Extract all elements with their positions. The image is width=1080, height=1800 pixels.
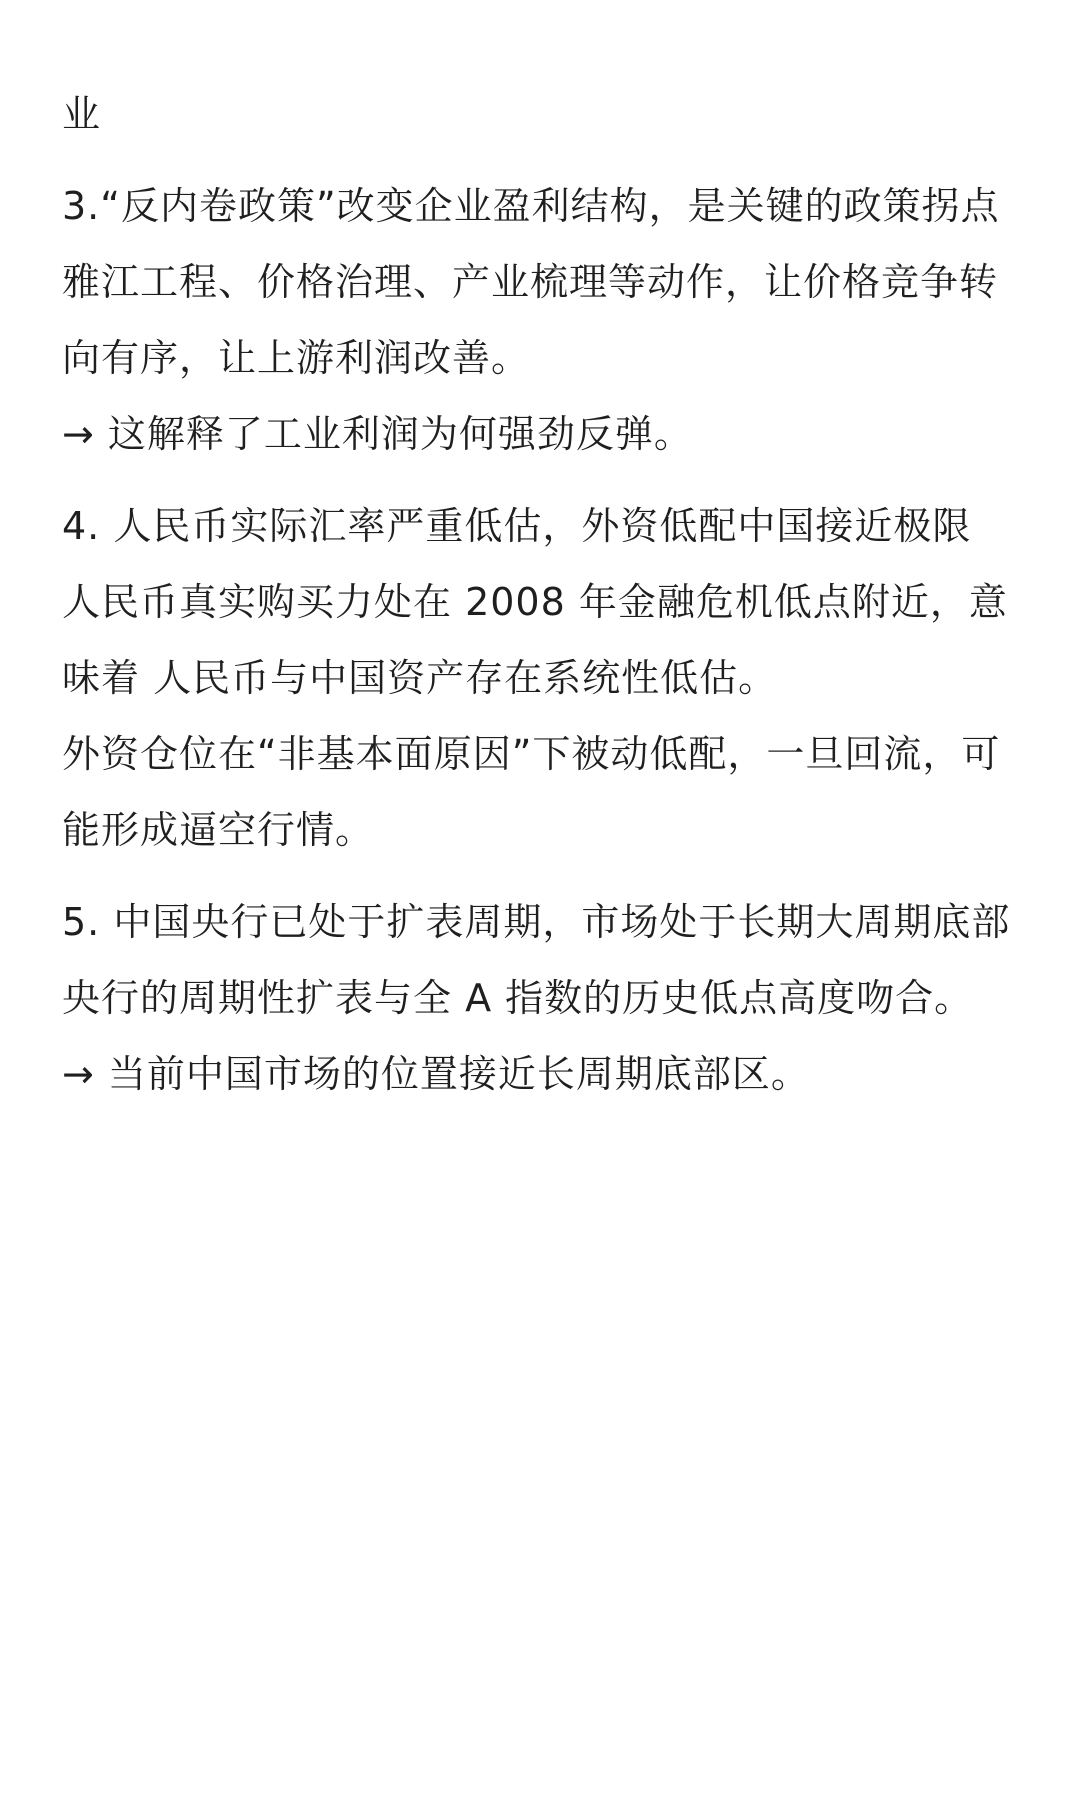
section-3-line-2: → 这解释了工业利润为何强劲反弹。 (62, 412, 693, 456)
intro-tail-text: 业 (62, 92, 102, 136)
section-4-heading: 4. 人民币实际汇率严重低估，外资低配中国接近极限 (62, 504, 972, 548)
article-body (62, 76, 1032, 1128)
section-4-line-2: 外资仓位在“非基本面原因”下被动低配，一旦回流，可能形成逼空行情。 (62, 732, 1001, 852)
section-5-line-1: 央行的周期性扩表与全 A 指数的历史低点高度吻合。 (62, 976, 974, 1020)
section-5 (62, 884, 1032, 1112)
section-5-heading: 5. 中国央行已处于扩表周期，市场处于长期大周期底部 (62, 900, 1011, 944)
section-5-line-2: → 当前中国市场的位置接近长周期底部区。 (62, 1052, 810, 1096)
section-3-line-1: 雅江工程、价格治理、产业梳理等动作，让价格竞争转向有序，让上游利润改善。 (62, 260, 999, 380)
section-4-line-1: 人民币真实购买力处在 2008 年金融危机低点附近，意味着 人民币与中国资产存在系统性低估。 (62, 580, 1008, 700)
section-3 (62, 168, 1032, 472)
intro-tail-block (62, 76, 1032, 152)
section-3-heading: 3.“反内卷政策”改变企业盈利结构，是关键的政策拐点 (62, 184, 1000, 228)
section-4 (62, 488, 1032, 868)
